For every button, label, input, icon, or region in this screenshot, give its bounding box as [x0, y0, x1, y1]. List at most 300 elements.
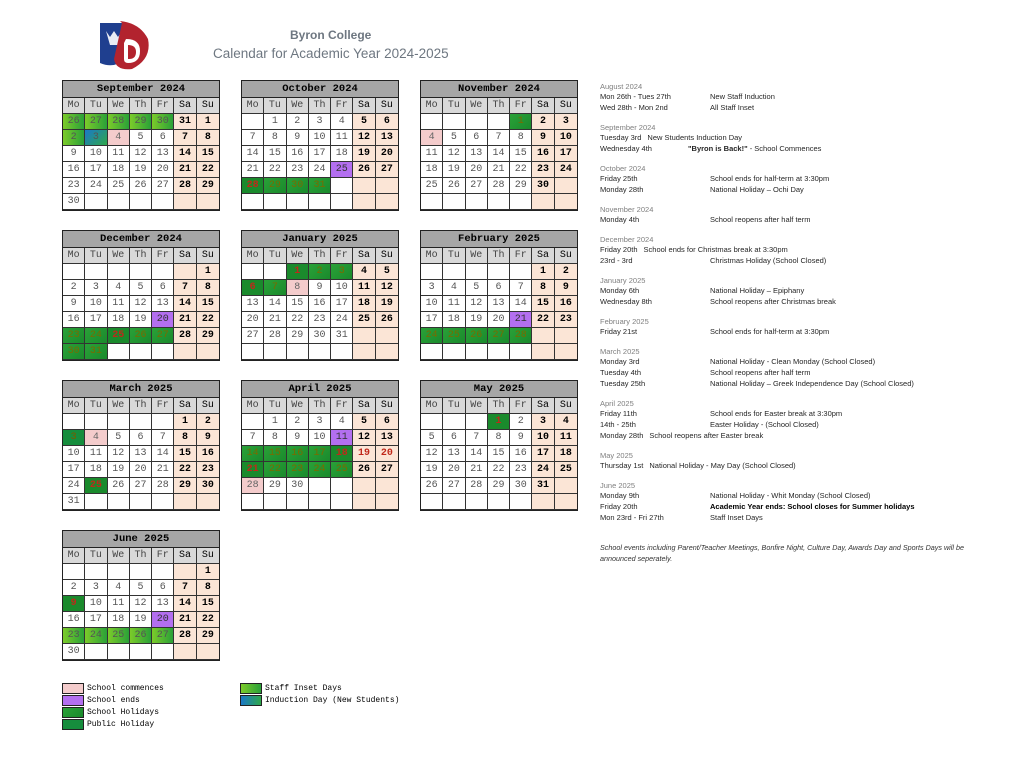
event-row	[600, 327, 1000, 338]
empty-cell	[466, 414, 488, 430]
day-cell: 22	[287, 312, 309, 328]
event-date: Wednesday 4th	[600, 144, 652, 153]
empty-cell	[264, 494, 286, 510]
day-cell: 27	[152, 328, 174, 344]
empty-cell	[421, 344, 443, 360]
event-description: School ends for Christmas break at 3:30pm	[643, 245, 788, 254]
event-description: School reopens after half term	[710, 368, 811, 377]
day-cell: 6	[242, 280, 264, 296]
month-day-grid	[421, 98, 577, 210]
empty-cell	[376, 494, 398, 510]
empty-cell	[532, 194, 554, 210]
day-cell: 28	[174, 628, 196, 644]
event-description: National Holiday - Clean Monday (School Closed)	[710, 357, 876, 366]
day-cell: 20	[376, 446, 398, 462]
day-cell: 16	[555, 296, 577, 312]
event-row	[600, 286, 1000, 297]
weekday-header: Sa	[174, 98, 196, 114]
event-highlight: "Byron is Back!"	[688, 144, 748, 153]
event-date: Monday 9th	[600, 491, 640, 500]
event-date: Tuesday 4th	[600, 368, 641, 377]
day-cell: 4	[85, 430, 107, 446]
day-cell: 30	[63, 194, 85, 210]
event-row	[600, 431, 1000, 442]
weekday-header: Su	[197, 398, 219, 414]
day-cell: 24	[85, 628, 107, 644]
empty-cell	[466, 264, 488, 280]
day-cell: 17	[532, 446, 554, 462]
empty-cell	[443, 494, 465, 510]
empty-cell	[130, 264, 152, 280]
day-cell: 17	[421, 312, 443, 328]
empty-cell	[242, 264, 264, 280]
empty-cell	[353, 344, 375, 360]
empty-cell	[174, 644, 196, 660]
empty-cell	[555, 344, 577, 360]
event-month-heading: April 2025	[600, 399, 634, 408]
day-cell: 18	[443, 312, 465, 328]
month-title: January 2025	[242, 231, 398, 248]
day-cell: 8	[510, 130, 532, 146]
day-cell: 24	[309, 462, 331, 478]
day-cell: 8	[174, 430, 196, 446]
empty-cell	[488, 264, 510, 280]
month-may-2025	[420, 380, 578, 511]
day-cell: 17	[85, 612, 107, 628]
day-cell: 21	[466, 462, 488, 478]
weekday-header: Tu	[264, 248, 286, 264]
empty-cell	[510, 194, 532, 210]
day-cell: 22	[197, 312, 219, 328]
day-cell: 9	[63, 596, 85, 612]
day-cell: 6	[152, 130, 174, 146]
empty-cell	[108, 564, 130, 580]
empty-cell	[85, 494, 107, 510]
day-cell: 19	[466, 312, 488, 328]
event-row	[600, 297, 1000, 308]
day-cell: 12	[108, 446, 130, 462]
day-cell: 22	[510, 162, 532, 178]
day-cell: 25	[353, 312, 375, 328]
event-date: Wed 28th - Mon 2nd	[600, 103, 668, 112]
day-cell: 11	[108, 596, 130, 612]
day-cell: 3	[331, 264, 353, 280]
empty-cell	[63, 264, 85, 280]
weekday-header: Tu	[443, 248, 465, 264]
weekday-header: Sa	[353, 398, 375, 414]
empty-cell	[376, 178, 398, 194]
weekday-header: Tu	[443, 98, 465, 114]
empty-cell	[309, 478, 331, 494]
day-cell: 4	[555, 414, 577, 430]
day-cell: 29	[197, 628, 219, 644]
day-cell: 20	[152, 162, 174, 178]
day-cell: 8	[264, 430, 286, 446]
weekday-header: Mo	[242, 98, 264, 114]
month-title: April 2025	[242, 381, 398, 398]
event-month-heading: August 2024	[600, 82, 643, 91]
empty-cell	[152, 644, 174, 660]
weekday-header: We	[287, 98, 309, 114]
weekday-header: We	[108, 98, 130, 114]
empty-cell	[108, 194, 130, 210]
weekday-header: Fr	[331, 398, 353, 414]
legend-swatch	[62, 683, 84, 694]
day-cell: 20	[152, 312, 174, 328]
day-cell: 15	[197, 296, 219, 312]
event-row	[600, 461, 1000, 472]
day-cell: 23	[287, 462, 309, 478]
day-cell: 30	[510, 478, 532, 494]
day-cell: 2	[63, 580, 85, 596]
day-cell: 3	[309, 414, 331, 430]
day-cell: 30	[287, 478, 309, 494]
weekday-header: Mo	[242, 248, 264, 264]
day-cell: 7	[174, 130, 196, 146]
day-cell: 22	[197, 612, 219, 628]
day-cell: 25	[331, 462, 353, 478]
legend-label: School commences	[87, 684, 164, 693]
weekday-header: Fr	[152, 548, 174, 564]
event-row	[600, 379, 1000, 390]
legend-swatch	[62, 707, 84, 718]
empty-cell	[152, 194, 174, 210]
day-cell: 15	[287, 296, 309, 312]
day-cell: 12	[466, 296, 488, 312]
month-title: November 2024	[421, 81, 577, 98]
empty-cell	[488, 114, 510, 130]
day-cell: 21	[510, 312, 532, 328]
day-cell: 3	[532, 414, 554, 430]
weekday-header: Su	[197, 248, 219, 264]
weekday-header: Tu	[264, 98, 286, 114]
empty-cell	[242, 494, 264, 510]
day-cell: 31	[174, 114, 196, 130]
day-cell: 25	[108, 628, 130, 644]
day-cell: 19	[108, 462, 130, 478]
day-cell: 15	[488, 446, 510, 462]
day-cell: 7	[488, 130, 510, 146]
day-cell: 24	[63, 478, 85, 494]
day-cell: 14	[174, 296, 196, 312]
day-cell: 18	[353, 296, 375, 312]
weekday-header: Fr	[152, 98, 174, 114]
empty-cell	[152, 414, 174, 430]
empty-cell	[331, 478, 353, 494]
weekday-header: Su	[376, 248, 398, 264]
event-date: Mon 23rd - Fri 27th	[600, 513, 664, 522]
day-cell: 18	[331, 446, 353, 462]
month-day-grid	[242, 248, 398, 360]
day-cell: 21	[174, 312, 196, 328]
day-cell: 29	[197, 328, 219, 344]
empty-cell	[130, 414, 152, 430]
day-cell: 26	[443, 178, 465, 194]
event-description: National Holiday – Greek Independence Day (School Closed)	[710, 379, 914, 388]
day-cell: 6	[152, 280, 174, 296]
day-cell: 27	[242, 328, 264, 344]
event-date: Thursday 1st	[600, 461, 644, 470]
empty-cell	[85, 414, 107, 430]
day-cell: 5	[130, 130, 152, 146]
event-row	[600, 357, 1000, 368]
weekday-header: Mo	[421, 398, 443, 414]
event-row	[600, 144, 1000, 155]
events-list	[600, 82, 1000, 564]
day-cell: 1	[488, 414, 510, 430]
day-cell: 7	[152, 430, 174, 446]
event-description: Staff Inset Days	[710, 513, 763, 522]
weekday-header: Mo	[63, 398, 85, 414]
empty-cell	[421, 194, 443, 210]
day-cell: 16	[510, 446, 532, 462]
day-cell: 22	[197, 162, 219, 178]
day-cell: 8	[287, 280, 309, 296]
day-cell: 12	[353, 130, 375, 146]
day-cell: 8	[488, 430, 510, 446]
day-cell: 6	[130, 430, 152, 446]
day-cell: 2	[555, 264, 577, 280]
day-cell: 12	[130, 596, 152, 612]
weekday-header: Sa	[532, 248, 554, 264]
day-cell: 19	[353, 446, 375, 462]
event-month-heading: May 2025	[600, 451, 633, 460]
day-cell: 24	[85, 328, 107, 344]
day-cell: 10	[555, 130, 577, 146]
day-cell: 24	[309, 162, 331, 178]
day-cell: 3	[309, 114, 331, 130]
day-cell: 5	[108, 430, 130, 446]
legend	[62, 683, 422, 741]
day-cell: 1	[264, 414, 286, 430]
day-cell: 2	[197, 414, 219, 430]
day-cell: 2	[63, 130, 85, 146]
empty-cell	[443, 114, 465, 130]
month-title: September 2024	[63, 81, 219, 98]
weekday-header: Mo	[421, 248, 443, 264]
event-month-heading: March 2025	[600, 347, 640, 356]
day-cell: 11	[421, 146, 443, 162]
event-date: Mon 26th - Tues 27th	[600, 92, 671, 101]
day-cell: 13	[152, 596, 174, 612]
day-cell: 19	[130, 612, 152, 628]
month-day-grid	[63, 98, 219, 210]
day-cell: 4	[443, 280, 465, 296]
event-month-heading: November 2024	[600, 205, 654, 214]
day-cell: 21	[242, 462, 264, 478]
day-cell: 23	[532, 162, 554, 178]
day-cell: 23	[510, 462, 532, 478]
event-date: Friday 20th	[600, 245, 638, 254]
legend-label: Public Holiday	[87, 720, 155, 729]
day-cell: 17	[309, 446, 331, 462]
event-row	[600, 133, 1000, 144]
day-cell: 26	[421, 478, 443, 494]
empty-cell	[174, 564, 196, 580]
day-cell: 10	[85, 296, 107, 312]
day-cell: 29	[287, 328, 309, 344]
day-cell: 26	[63, 114, 85, 130]
event-description: School reopens after half term	[710, 215, 811, 224]
day-cell: 21	[264, 312, 286, 328]
legend-swatch	[240, 683, 262, 694]
month-september-2024	[62, 80, 220, 211]
day-cell: 7	[510, 280, 532, 296]
day-cell: 4	[108, 280, 130, 296]
day-cell: 22	[532, 312, 554, 328]
weekday-header: Fr	[510, 248, 532, 264]
event-description: National Holiday - May Day (School Closed)	[649, 461, 796, 470]
month-title: May 2025	[421, 381, 577, 398]
legend-swatch	[62, 695, 84, 706]
weekday-header: Th	[309, 248, 331, 264]
event-description: All Staff Inset	[710, 103, 755, 112]
day-cell: 20	[443, 462, 465, 478]
day-cell: 12	[130, 146, 152, 162]
day-cell: 5	[376, 264, 398, 280]
empty-cell	[85, 644, 107, 660]
day-cell: 9	[532, 130, 554, 146]
day-cell: 10	[85, 146, 107, 162]
month-day-grid	[63, 398, 219, 510]
day-cell: 23	[63, 628, 85, 644]
weekday-header: We	[466, 98, 488, 114]
day-cell: 10	[331, 280, 353, 296]
legend-label: Induction Day (New Students)	[265, 696, 400, 705]
empty-cell	[130, 194, 152, 210]
day-cell: 1	[174, 414, 196, 430]
weekday-header: We	[287, 398, 309, 414]
empty-cell	[264, 344, 286, 360]
day-cell: 11	[353, 280, 375, 296]
month-title: March 2025	[63, 381, 219, 398]
event-description: School ends for half-term at 3:30pm	[710, 327, 830, 336]
day-cell: 9	[510, 430, 532, 446]
day-cell: 14	[264, 296, 286, 312]
day-cell: 26	[353, 462, 375, 478]
weekday-header: Tu	[85, 248, 107, 264]
weekday-header: We	[108, 248, 130, 264]
day-cell: 10	[85, 596, 107, 612]
empty-cell	[331, 194, 353, 210]
weekday-header: Fr	[510, 98, 532, 114]
legend-item-school-commences	[62, 683, 164, 695]
day-cell: 28	[174, 328, 196, 344]
empty-cell	[443, 264, 465, 280]
day-cell: 19	[443, 162, 465, 178]
day-cell: 25	[555, 462, 577, 478]
weekday-header: We	[108, 398, 130, 414]
empty-cell	[421, 114, 443, 130]
empty-cell	[353, 494, 375, 510]
month-day-grid	[421, 248, 577, 360]
month-title: February 2025	[421, 231, 577, 248]
day-cell: 14	[466, 446, 488, 462]
weekday-header: Su	[376, 98, 398, 114]
footnote: School events including Parent/Teacher Meetings, Bonfire Night, Culture Day, Awards Day and Sports Days will be announced seperately.	[600, 543, 964, 563]
day-cell: 3	[555, 114, 577, 130]
month-november-2024	[420, 80, 578, 211]
legend-item-staff-inset	[240, 683, 342, 695]
day-cell: 6	[443, 430, 465, 446]
day-cell: 23	[63, 178, 85, 194]
event-date: Monday 4th	[600, 215, 640, 224]
day-cell: 2	[510, 414, 532, 430]
month-day-grid	[421, 398, 577, 510]
day-cell: 29	[130, 114, 152, 130]
day-cell: 16	[63, 312, 85, 328]
day-cell: 14	[488, 146, 510, 162]
day-cell: 27	[85, 114, 107, 130]
empty-cell	[421, 264, 443, 280]
month-march-2025	[62, 380, 220, 511]
empty-cell	[63, 564, 85, 580]
weekday-header: Sa	[532, 398, 554, 414]
day-cell: 7	[466, 430, 488, 446]
day-cell: 29	[174, 478, 196, 494]
day-cell: 12	[443, 146, 465, 162]
day-cell: 27	[443, 478, 465, 494]
day-cell: 2	[532, 114, 554, 130]
day-cell: 9	[63, 296, 85, 312]
day-cell: 13	[488, 296, 510, 312]
day-cell: 7	[174, 280, 196, 296]
legend-swatch	[62, 719, 84, 730]
day-cell: 12	[421, 446, 443, 462]
empty-cell	[443, 344, 465, 360]
day-cell: 16	[287, 446, 309, 462]
day-cell: 27	[130, 478, 152, 494]
empty-cell	[555, 478, 577, 494]
empty-cell	[130, 344, 152, 360]
day-cell: 30	[152, 114, 174, 130]
event-date: Friday 20th	[600, 502, 638, 511]
day-cell: 28	[488, 178, 510, 194]
day-cell: 1	[287, 264, 309, 280]
day-cell: 16	[63, 162, 85, 178]
day-cell: 26	[353, 162, 375, 178]
day-cell: 24	[421, 328, 443, 344]
day-cell: 23	[63, 328, 85, 344]
weekday-header: Th	[488, 398, 510, 414]
day-cell: 1	[264, 114, 286, 130]
empty-cell	[443, 414, 465, 430]
event-row	[600, 409, 1000, 420]
day-cell: 26	[130, 328, 152, 344]
day-cell: 26	[466, 328, 488, 344]
day-cell: 9	[63, 146, 85, 162]
day-cell: 1	[197, 264, 219, 280]
day-cell: 28	[108, 114, 130, 130]
event-description: National Holiday - Whit Monday (School Closed)	[710, 491, 871, 500]
day-cell: 26	[108, 478, 130, 494]
day-cell: 3	[85, 130, 107, 146]
legend-label: Staff Inset Days	[265, 684, 342, 693]
event-description: National Holiday – Epiphany	[710, 286, 805, 295]
day-cell: 19	[376, 296, 398, 312]
day-cell: 5	[353, 114, 375, 130]
day-cell: 22	[264, 162, 286, 178]
month-october-2024	[241, 80, 399, 211]
event-date: 23rd - 3rd	[600, 256, 633, 265]
day-cell: 4	[331, 114, 353, 130]
day-cell: 7	[242, 430, 264, 446]
weekday-header: We	[466, 398, 488, 414]
legend-swatch	[240, 695, 262, 706]
day-cell: 5	[421, 430, 443, 446]
event-description: School reopens after Christmas break	[710, 297, 836, 306]
empty-cell	[85, 194, 107, 210]
